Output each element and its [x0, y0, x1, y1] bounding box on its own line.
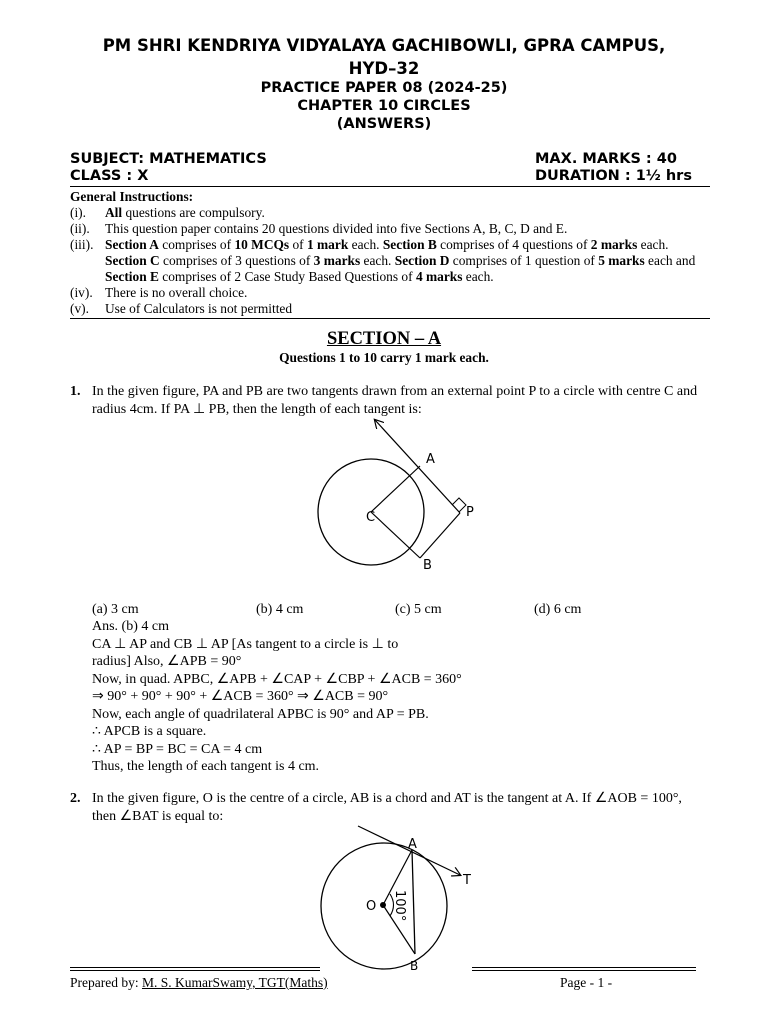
- header-divider: [70, 186, 710, 187]
- centre-dot: [380, 902, 386, 908]
- right-angle-mark: [452, 498, 466, 512]
- paper-title: PRACTICE PAPER 08 (2024-25): [260, 80, 508, 96]
- subject-label: SUBJECT: MATHEMATICS: [70, 151, 267, 167]
- answer-line: Now, each angle of quadrilateral APBC is 90° and AP = PB.: [92, 706, 429, 722]
- label-a: A: [426, 452, 435, 467]
- option-c: (c) 5 cm: [395, 602, 442, 617]
- page-number: Page - 1 -: [560, 975, 613, 990]
- instruction-number: (iv).: [70, 285, 93, 300]
- answer-line: ∴ APCB is a square.: [92, 724, 207, 739]
- instruction-item: This question paper contains 20 questions divided into five Sections A, B, C, D and E.: [105, 221, 568, 236]
- footer-rule-left-2: [70, 970, 320, 971]
- author-name: M. S. KumarSwamy, TGT(Maths): [141, 975, 328, 990]
- footer-rule-left: [70, 967, 320, 968]
- tangent-pa: [375, 420, 460, 513]
- option-b: (b) 4 cm: [256, 602, 304, 617]
- instruction-item: There is no overall choice.: [105, 285, 248, 300]
- school-name-line1: PM SHRI KENDRIYA VIDYALAYA GACHIBOWLI, GPRA CAMPUS,: [102, 36, 666, 55]
- tangent-figure-2: [300, 824, 500, 974]
- instruction-number: (iii).: [70, 237, 94, 252]
- answer-block: [92, 618, 532, 776]
- question-number: 1.: [70, 384, 81, 399]
- answer-line: Ans. (b) 4 cm: [92, 619, 169, 634]
- answers-title: (ANSWERS): [336, 116, 432, 132]
- tangent-figure-1: [300, 412, 500, 602]
- chapter-title: CHAPTER 10 CIRCLES: [297, 98, 471, 114]
- tangent-pb: [420, 513, 460, 558]
- footer-rule-right: [472, 967, 696, 968]
- answer-line: ⇒ 90° + 90° + 90° + ∠ACB = 360° ⇒ ∠ACB = 90°: [92, 689, 389, 704]
- radius-cb: [371, 512, 420, 558]
- instruction-item: All questions are compulsory.: [105, 205, 265, 220]
- answer-line: Thus, the length of each tangent is 4 cm.: [92, 759, 320, 774]
- section-title: SECTION – A: [326, 329, 442, 349]
- duration-label: DURATION : 1½ hrs: [535, 168, 692, 184]
- answer-line: CA ⊥ AP and CB ⊥ AP [As tangent to a circle is ⊥ to: [92, 636, 399, 652]
- max-marks-label: MAX. MARKS : 40: [535, 151, 677, 167]
- label-p: P: [466, 505, 474, 520]
- instructions-heading: General Instructions:: [70, 189, 194, 204]
- prepared-by: Prepared by: M. S. KumarSwamy, TGT(Maths): [70, 975, 328, 990]
- chord-ab: [412, 850, 415, 954]
- label-o: O: [366, 899, 377, 914]
- label-b: B: [423, 558, 432, 573]
- angle-label: 100°: [392, 890, 407, 922]
- label-t: T: [463, 873, 471, 888]
- instructions-divider: [70, 318, 710, 319]
- instruction-number: (ii).: [70, 221, 90, 236]
- school-name-line2: HYD–32: [348, 59, 420, 78]
- instruction-item: Section A comprises of 10 MCQs of 1 mark each. Section B comprises of 4 questions of 2 marks each. Section C comprises of 3 questions of 3 marks each. Section D comprises of 1 question of 5 marks each and Section E comprises of 2 Case Study Based Questions of 4 marks each.: [105, 237, 696, 284]
- question-text: In the given figure, PA and PB are two tangents drawn from an external point P to a circle with centre C and radius 4cm. If PA ⊥ PB, then the length of each tangent is:: [92, 384, 698, 417]
- answer-line: radius] Also, ∠APB = 90°: [92, 654, 242, 669]
- class-label: CLASS : X: [70, 168, 149, 184]
- instruction-number: (i).: [70, 205, 86, 220]
- option-a: (a) 3 cm: [92, 602, 139, 617]
- label-a: A: [408, 837, 417, 852]
- answer-line: Now, in quad. APBC, ∠APB + ∠CAP + ∠CBP + ∠ACB = 360°: [92, 671, 462, 687]
- label-b: B: [410, 959, 419, 973]
- question-text: In the given figure, O is the centre of a circle, AB is a chord and AT is the tangent at A. If ∠AOB = 100°, then ∠BAT is equal to:: [92, 791, 682, 824]
- footer-rule-right-2: [472, 970, 696, 971]
- instruction-number: (v).: [70, 301, 89, 316]
- option-d: (d) 6 cm: [534, 602, 582, 617]
- radius-ca: [371, 466, 420, 512]
- answer-line: ∴ AP = BP = BC = CA = 4 cm: [92, 741, 263, 757]
- label-c: C: [366, 510, 376, 525]
- question-number: 2.: [70, 791, 81, 806]
- instruction-item: Use of Calculators is not permitted: [105, 301, 293, 316]
- section-subtitle: Questions 1 to 10 carry 1 mark each.: [279, 350, 489, 365]
